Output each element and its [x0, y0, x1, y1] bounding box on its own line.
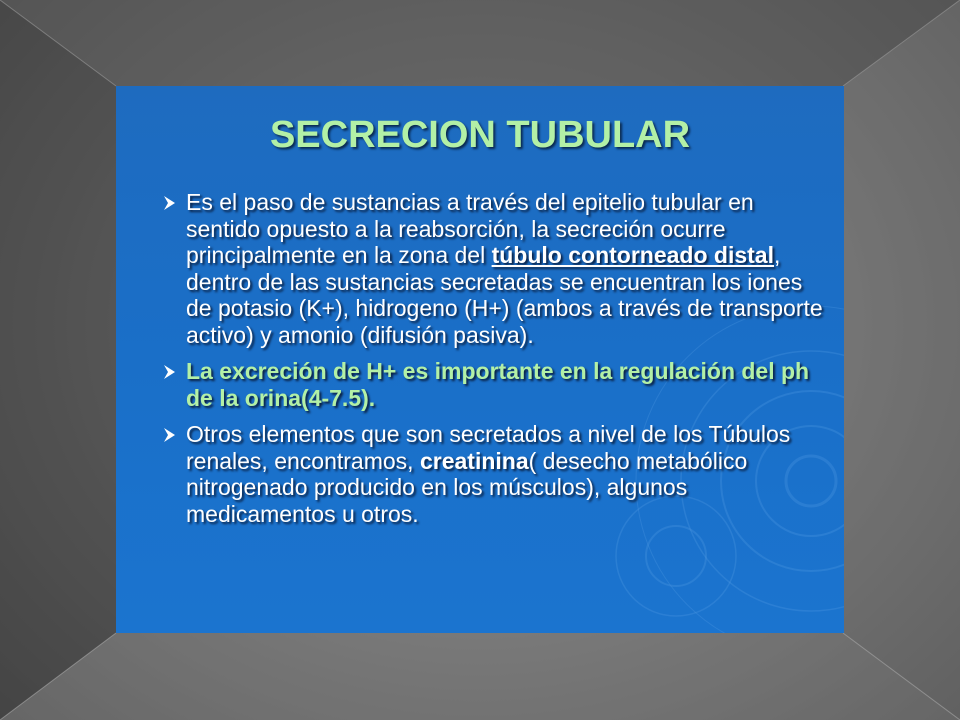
bullet-item [160, 189, 830, 348]
arrowhead-bullet-icon [162, 423, 178, 445]
bullet-text: La excreción de H+ es importante en la regulación del ph de la orina(4-7.5). [186, 358, 810, 411]
slide-title: SECRECION TUBULAR [269, 114, 691, 156]
bullet-text: ( desecho metabólico nitrogenado producido en los músculos), algunos medicamentos u otros. [186, 447, 748, 527]
arrowhead-bullet-icon [162, 191, 178, 213]
bullet-emphasis: túbulo contorneado distal [491, 242, 774, 268]
arrowhead-bullet-icon [162, 360, 178, 382]
bullet-item [160, 421, 830, 527]
bullet-text: Es el paso de sustancias a través del epitelio tubular en sentido opuesto a la reabsorción, la secreción ocurre principalmente en la zona del [186, 189, 754, 268]
bullet-item-highlight [160, 358, 830, 411]
bullet-text: Otros elementos que son secretados a nivel de los Túbulos renales, encontramos, [186, 421, 791, 474]
bullet-emphasis: creatinina [419, 447, 529, 474]
bullet-list [160, 189, 830, 537]
slide-panel [116, 86, 844, 633]
bullet-text: , dentro de las sustancias secretadas se encuentran los iones de potasio (K+), hidrogeno (H+) (ambos a través de transporte activo) y amonio (difusión pasiva). [186, 242, 823, 348]
